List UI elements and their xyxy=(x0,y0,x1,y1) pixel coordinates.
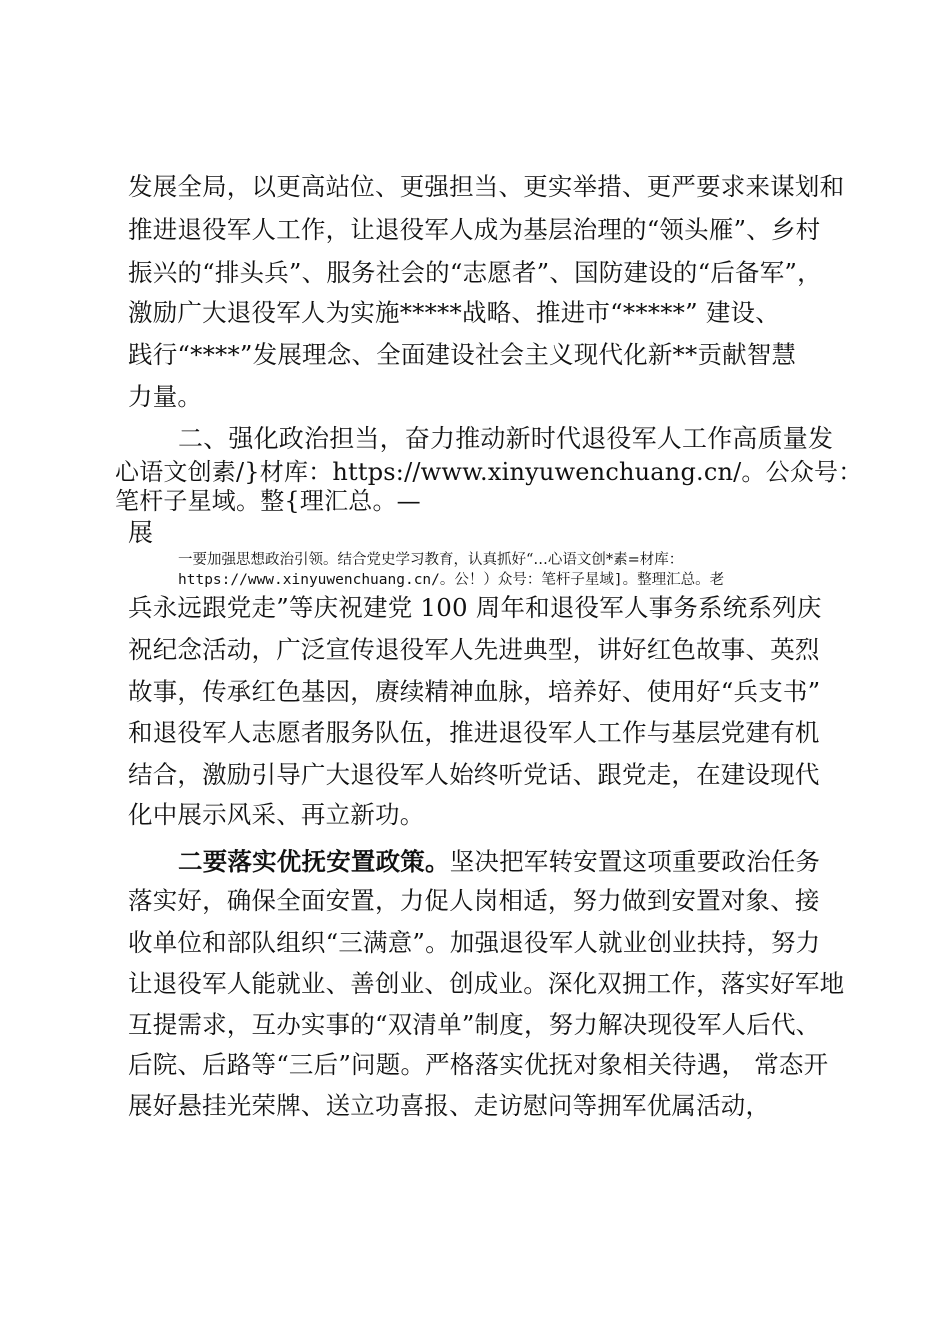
paragraph-line: 后院、后路等“三后”问题。严格落实优抚对象相关待遇， 常态开 xyxy=(128,1050,829,1079)
paragraph-line: 互提需求，互办实事的“双清单”制度，努力解决现役军人后代、 xyxy=(128,1010,821,1039)
paragraph-line: 收单位和部队组织“三满意”。加强退役军人就业创业扶持，努力 xyxy=(128,928,821,957)
paragraph-line: 激励广大退役军人为实施*****战略、推进市“*****” 建设、 xyxy=(128,298,780,327)
paragraph-line: 展好悬挂光荣牌、送立功喜报、走访慰问等拥军优属活动， xyxy=(128,1091,771,1120)
paragraph-line: 结合，激励引导广大退役军人始终听党话、跟党走，在建设现代 xyxy=(128,760,820,789)
paragraph-lead-rest: 坚决把军转安置这项重要政治任务 xyxy=(449,847,821,876)
paragraph-line: 推进退役军人工作，让退役军人成为基层治理的“领头雁”、乡村 xyxy=(128,215,821,244)
section-heading-tail: 展 xyxy=(128,518,154,547)
watermark-text: 心语文创素/}材库：https://www.xinyuwenchuang.cn/。公众号： xyxy=(115,458,863,486)
paragraph-lead-bold: 二要落实优抚安置政策。 xyxy=(178,847,450,876)
paragraph-line: 祝纪念活动，广泛宣传退役军人先进典型，讲好红色故事、英烈 xyxy=(128,635,820,664)
section-heading: 二、强化政治担当，奋力推动新时代退役军人工作高质量发 xyxy=(178,424,834,453)
paragraph-line: 和退役军人志愿者服务队伍，推进退役军人工作与基层党建有机 xyxy=(128,718,820,747)
paragraph-line: 发展全局，以更高站位、更强担当、更实举措、更严要求来谋划和 xyxy=(128,172,845,201)
paragraph-line: 践行“****”发展理念、全面建设社会主义现代化新**贡献智慧 xyxy=(128,340,797,369)
paragraph-lead xyxy=(178,847,820,877)
small-text-line: 一要加强思想政治引领。结合党史学习教育，认真抓好“…心语文创*素=材库： xyxy=(178,552,684,568)
paragraph-line: 故事，传承红色基因，赓续精神血脉，培养好、使用好“兵支书” xyxy=(128,677,821,706)
paragraph-line: 让退役军人能就业、善创业、创成业。深化双拥工作，落实好军地 xyxy=(128,969,845,998)
watermark-text: 笔杆子星域。整{理汇总。— xyxy=(115,487,421,515)
small-text-line: https://www.xinyuwenchuang.cn/。公！）众号：笔杆子星域]。整理汇总。老 xyxy=(178,572,725,588)
paragraph-line: 落实好，确保全面安置，力促人岗相适，努力做到安置对象、接 xyxy=(128,886,820,915)
paragraph-line: 力量。 xyxy=(128,382,203,411)
paragraph-line: 化中展示风采、再立新功。 xyxy=(128,800,425,829)
paragraph-line: 兵永远跟党走”等庆祝建党 100 周年和退役军人事务系统系列庆 xyxy=(128,593,822,622)
paragraph-line: 振兴的“排头兵”、服务社会的“志愿者”、国防建设的“后备军”， xyxy=(128,258,822,287)
